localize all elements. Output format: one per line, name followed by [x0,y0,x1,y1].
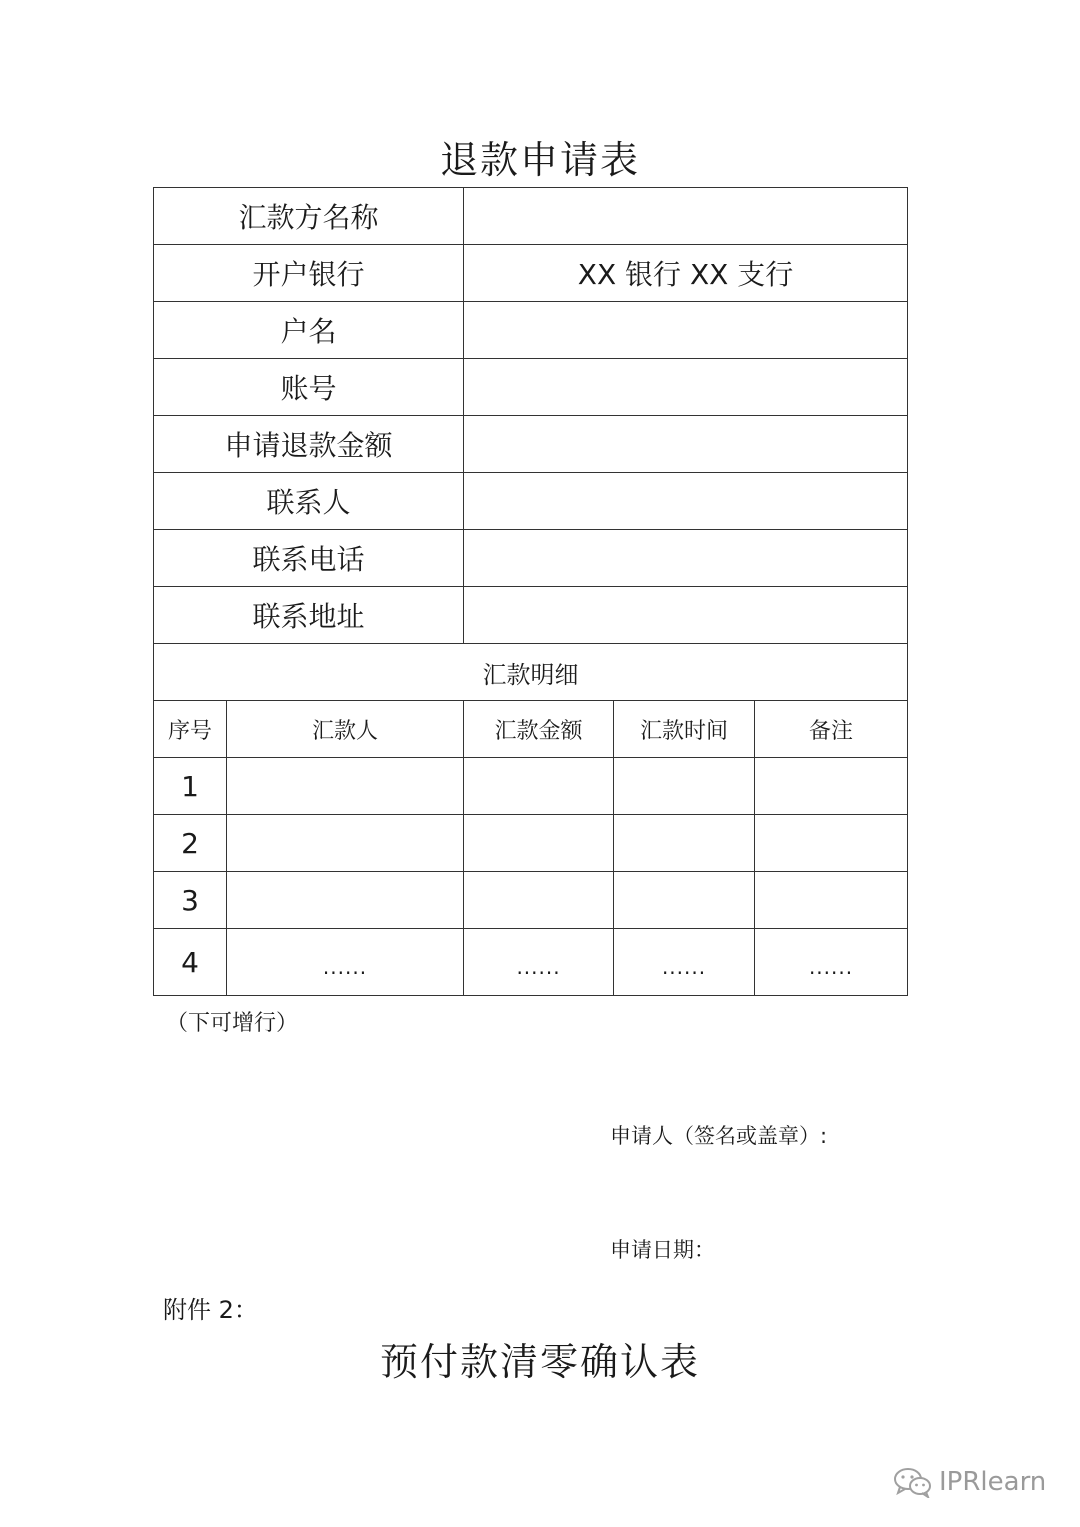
table-cell[interactable] [614,872,755,929]
table-cell[interactable] [614,758,755,815]
table-cell[interactable] [755,872,908,929]
table-row [154,815,908,872]
column-header: 序号 [154,701,227,758]
table-row [154,872,908,929]
table-cell[interactable] [464,815,614,872]
field-row [154,245,908,302]
field-label: 账号 [154,359,464,416]
field-value[interactable] [464,302,908,359]
table-row [154,929,908,996]
table-cell[interactable] [227,758,464,815]
refund-form-table [153,187,908,996]
detail-heading-row [154,644,908,701]
field-label: 户名 [154,302,464,359]
watermark-text: IPRlearn [939,1467,1047,1497]
applicant-signature-label: 申请人（签名或盖章）: [610,1124,828,1148]
field-value[interactable] [464,359,908,416]
field-row [154,416,908,473]
field-label: 联系地址 [154,587,464,644]
field-row [154,359,908,416]
application-date-label: 申请日期： [610,1238,715,1262]
row-number: 4 [154,929,227,996]
attachment-label: 附件 2： [163,1296,258,1324]
watermark [893,1463,1046,1501]
field-value[interactable] [464,416,908,473]
table-cell[interactable] [464,758,614,815]
field-value[interactable] [464,188,908,245]
table-cell[interactable] [614,815,755,872]
add-rows-note: （下可增行） [166,1011,299,1036]
table-row [154,758,908,815]
column-header: 备注 [755,701,908,758]
table-cell[interactable]: ...... [464,929,614,996]
second-form-title: 预付款清零确认表 [379,1340,700,1384]
field-value[interactable] [464,473,908,530]
field-value[interactable]: XX 银行 XX 支行 [464,245,908,302]
row-number: 3 [154,872,227,929]
table-cell[interactable] [227,815,464,872]
row-number: 2 [154,815,227,872]
detail-column-header-row [154,701,908,758]
wechat-icon [893,1466,933,1498]
form-title: 退款申请表 [439,138,640,182]
table-cell[interactable] [464,872,614,929]
row-number: 1 [154,758,227,815]
field-label: 开户银行 [154,245,464,302]
field-value[interactable] [464,587,908,644]
field-row [154,587,908,644]
table-cell[interactable]: ...... [614,929,755,996]
detail-heading: 汇款明细 [154,644,908,701]
field-label: 汇款方名称 [154,188,464,245]
field-label: 联系人 [154,473,464,530]
field-label: 联系电话 [154,530,464,587]
field-value[interactable] [464,530,908,587]
field-row [154,302,908,359]
column-header: 汇款金额 [464,701,614,758]
field-row [154,188,908,245]
field-label: 申请退款金额 [154,416,464,473]
table-cell[interactable] [755,758,908,815]
field-row [154,530,908,587]
field-row [154,473,908,530]
table-cell[interactable] [227,872,464,929]
column-header: 汇款人 [227,701,464,758]
table-cell[interactable]: ...... [227,929,464,996]
table-cell[interactable]: ...... [755,929,908,996]
column-header: 汇款时间 [614,701,755,758]
table-cell[interactable] [755,815,908,872]
